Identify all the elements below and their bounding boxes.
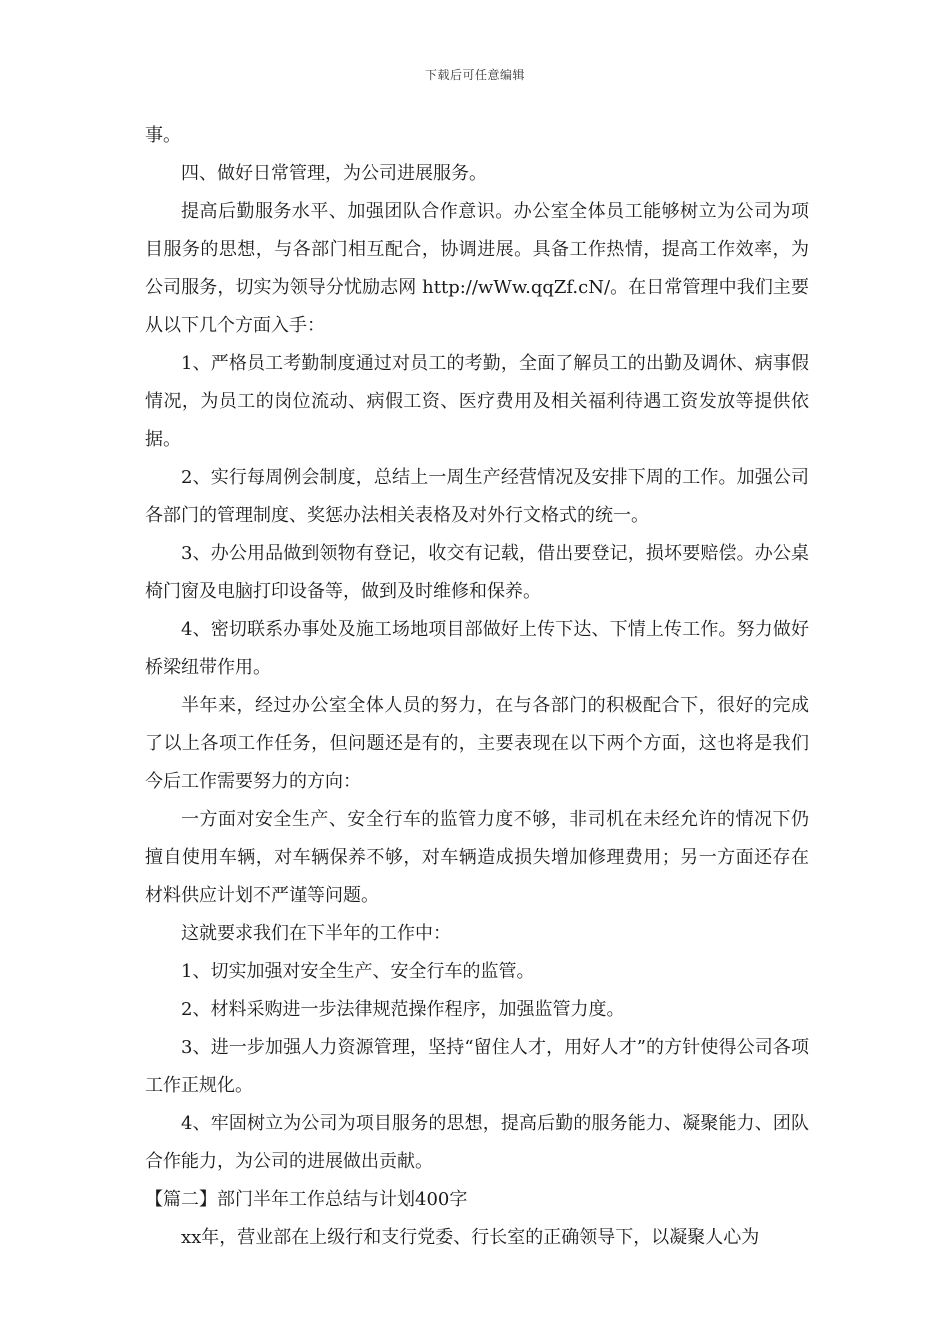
paragraph: 事。 [145, 125, 181, 146]
paragraph: 一方面对安全生产、安全行车的监管力度不够，非司机在未经允许的情况下仍擅自使用车辆，对车辆保养不够，对车辆造成损失增加修理费用；另一方面还存在材料供应计划不严谨等问题。 [145, 809, 809, 906]
paragraph: xx年，营业部在上级行和支行党委、行长室的正确领导下，以凝聚人心为 [181, 1227, 760, 1248]
paragraph: 1、切实加强对安全生产、安全行车的监管。 [181, 961, 535, 982]
section-heading: 【篇二】部门半年工作总结与计划400字 [145, 1189, 468, 1210]
paragraph: 2、实行每周例会制度，总结上一周生产经营情况及安排下周的工作。加强公司各部门的管理制度、奖惩办法相关表格及对外行文格式的统一。 [145, 467, 809, 526]
paragraph: 半年来，经过办公室全体人员的努力，在与各部门的积极配合下，很好的完成了以上各项工作任务，但问题还是有的，主要表现在以下两个方面，这也将是我们今后工作需要努力的方向： [145, 695, 809, 792]
document-body [145, 117, 809, 1257]
paragraph: 1、严格员工考勤制度通过对员工的考勤，全面了解员工的出勤及调休、病事假情况，为员工的岗位流动、病假工资、医疗费用及相关福利待遇工资发放等提供依据。 [145, 353, 809, 450]
paragraph: 2、材料采购进一步法律规范操作程序，加强监管力度。 [181, 999, 625, 1020]
paragraph: 3、办公用品做到领物有登记，收交有记载，借出要登记，损坏要赔偿。办公桌椅门窗及电脑打印设备等，做到及时维修和保养。 [145, 543, 809, 602]
paragraph: 4、牢固树立为公司为项目服务的思想，提高后勤的服务能力、凝聚能力、团队合作能力，为公司的进展做出贡献。 [145, 1113, 809, 1172]
paragraph: 这就要求我们在下半年的工作中： [181, 923, 451, 944]
paragraph: 四、做好日常管理，为公司进展服务。 [181, 163, 487, 184]
page-header: 下载后可任意编辑 [424, 68, 525, 82]
paragraph: 3、进一步加强人力资源管理，坚持“留住人才，用好人才”的方针使得公司各项工作正规化。 [145, 1037, 809, 1096]
paragraph: 提高后勤服务水平、加强团队合作意识。办公室全体员工能够树立为公司为项目服务的思想，与各部门相互配合，协调进展。具备工作热情，提高工作效率，为公司服务，切实为领导分忧励志网 http://wWw.qqZf.cN/。在日常管理中我们主要从以下几个方面入手： [145, 201, 809, 336]
paragraph: 4、密切联系办事处及施工场地项目部做好上传下达、下情上传工作。努力做好桥梁纽带作用。 [145, 619, 809, 678]
